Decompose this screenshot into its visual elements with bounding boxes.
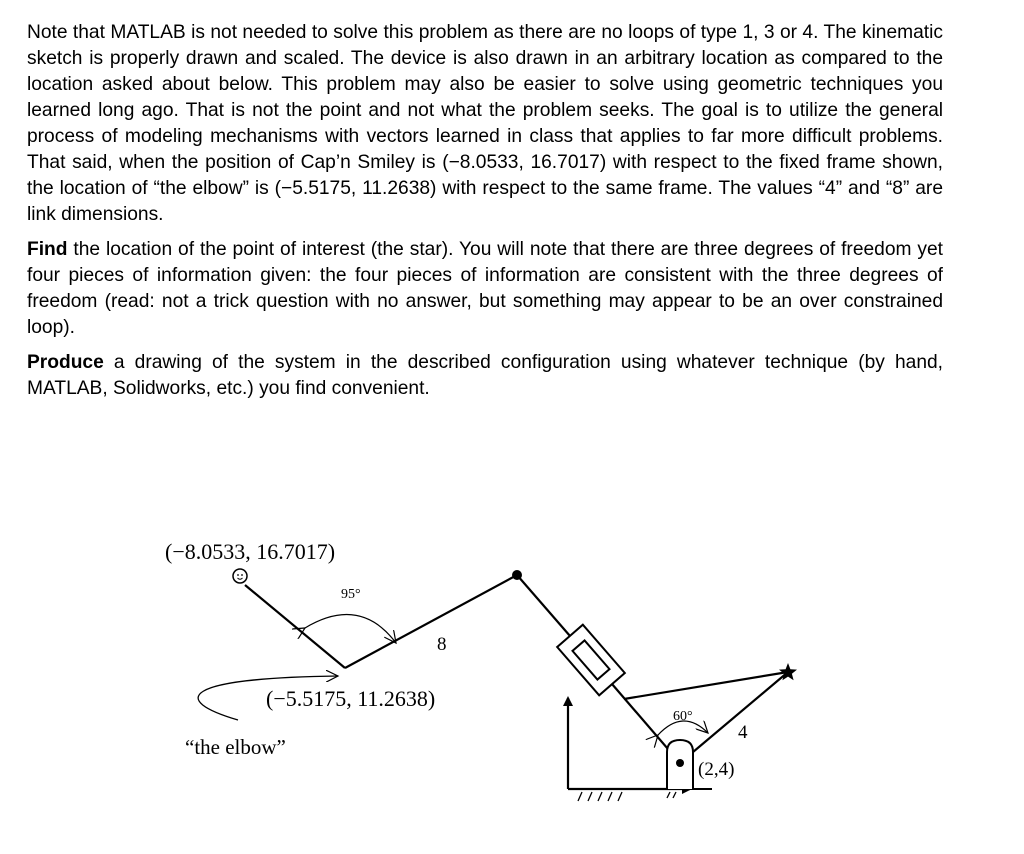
angle-arc-95 bbox=[305, 615, 396, 643]
link-4 bbox=[680, 672, 788, 763]
produce-keyword: Produce bbox=[27, 352, 104, 373]
angle-95-label: 95° bbox=[341, 587, 361, 602]
link-smiley-elbow bbox=[245, 585, 345, 668]
ground-hatch bbox=[578, 792, 676, 801]
link-8-label: 8 bbox=[437, 634, 447, 655]
link-slider-star bbox=[624, 672, 788, 699]
elbow-label: “the elbow” bbox=[185, 735, 286, 759]
find-keyword: Find bbox=[27, 239, 68, 260]
smiley-coordinates: (−8.0533, 16.7017) bbox=[165, 539, 336, 564]
smiley-icon bbox=[233, 569, 247, 583]
intro-paragraph: Note that MATLAB is not needed to solve this problem as there are no loops of type 1, 3 or 4. The kinematic sketch is properly drawn and scaled. The device is also drawn in an arbitrary location as compared to the location asked about below. This problem may also be easier to solve using geometric techniques you learned long ago. That is not the point and not what the problem seeks. The goal is to utilize the general process of modeling mechanisms with vectors learned in class that applies to far more difficult problems. That said, when the position of Cap’n Smiley is (−8.0533, 16.7017) with respect to the fixed frame shown, the location of “the elbow” is (−5.5175, 11.2638) with respect to the same frame. The values “4” and “8” are link dimensions. bbox=[27, 22, 943, 225]
kinematic-sketch bbox=[0, 520, 1024, 840]
pivot-pin bbox=[676, 759, 684, 767]
link-joint-slider bbox=[517, 575, 570, 636]
slider-block bbox=[557, 625, 625, 696]
angle-60-label: 60° bbox=[673, 709, 693, 724]
pivot-coordinates: (2,4) bbox=[698, 759, 735, 780]
elbow-coordinates: (−5.5175, 11.2638) bbox=[266, 686, 436, 711]
revolute-joint bbox=[512, 570, 522, 580]
find-paragraph bbox=[27, 237, 943, 341]
produce-paragraph bbox=[27, 350, 943, 402]
link-8 bbox=[345, 575, 517, 668]
produce-text: a drawing of the system in the described configuration using whatever technique (by hand, MATLAB, Solidworks, etc.) you find convenient. bbox=[27, 352, 943, 399]
find-text: the location of the point of interest (the star). You will note that there are three degrees of freedom yet four pieces of information given: the four pieces of information are consistent with the three degrees of freedom (read: not a trick question with no answer, but something may appear to be an over constrained loop). bbox=[27, 239, 943, 338]
problem-statement bbox=[27, 20, 943, 411]
link-4-label: 4 bbox=[738, 722, 748, 743]
